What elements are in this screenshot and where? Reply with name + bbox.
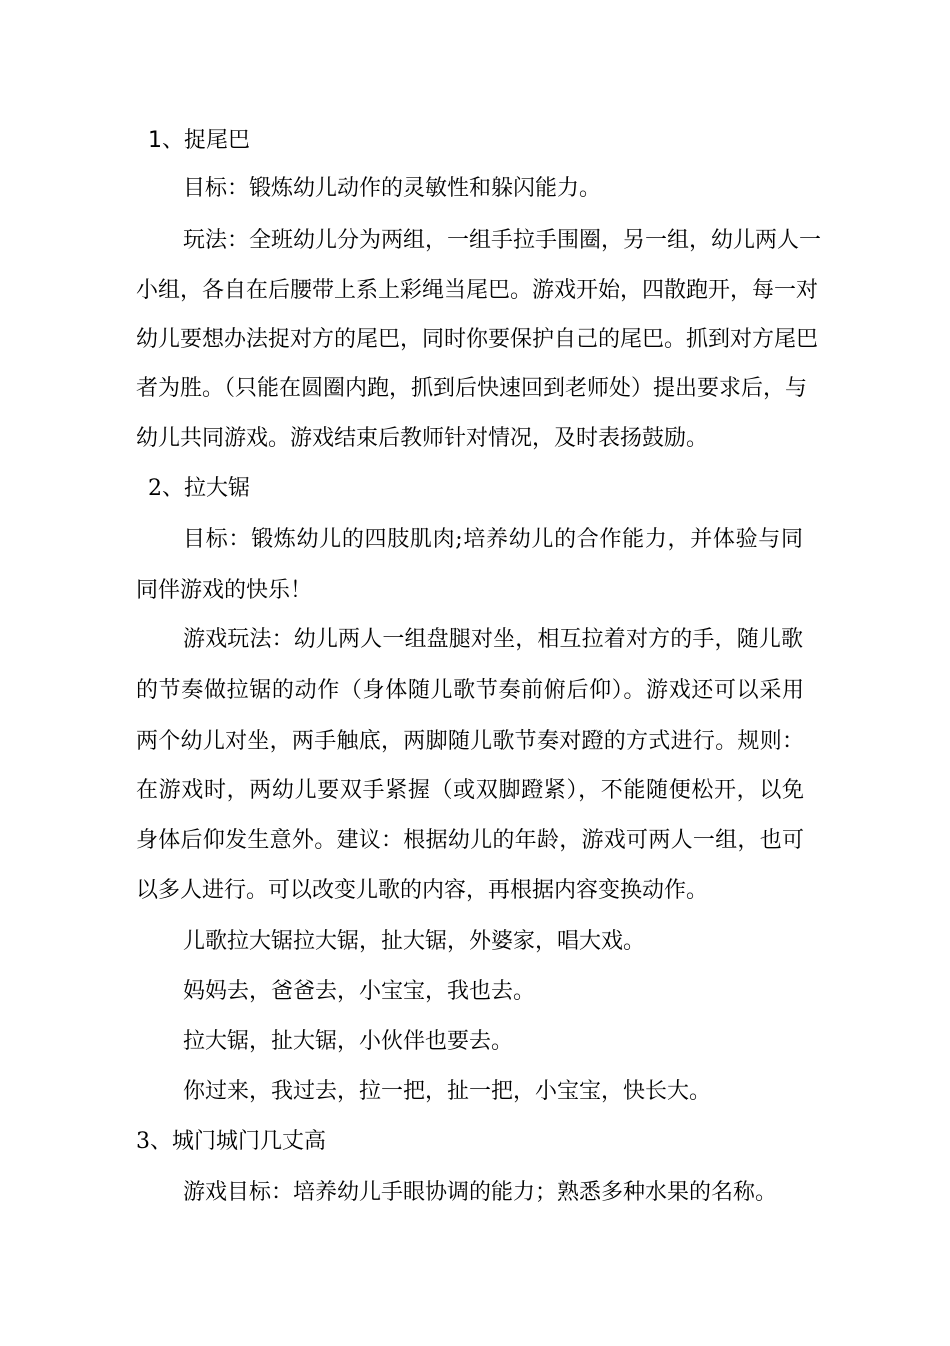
play-line: 游戏玩法：幼儿两人一组盘腿对坐，相互拉着对方的手，随儿歌: [183, 627, 803, 652]
goal-paragraph: 游戏目标：培养幼儿手眼协调的能力；熟悉多种水果的名称。: [183, 1180, 778, 1205]
goal-line: 目标：锻炼幼儿的四肢肌肉;培养幼儿的合作能力，并体验与同: [183, 527, 803, 552]
play-line: 在游戏时，两幼儿要双手紧握（或双脚蹬紧），不能随便松开，以免: [136, 778, 804, 803]
goal-line: 同伴游戏的快乐！: [136, 578, 313, 603]
play-line: 玩法：全班幼儿分为两组，一组手拉手围圈，另一组，幼儿两人一: [183, 228, 822, 253]
play-line: 小组，各自在后腰带上系上彩绳当尾巴。游戏开始，四散跑开，每一对: [136, 278, 819, 303]
play-line: 的节奏做拉锯的动作（身体随儿歌节奏前俯后仰）。游戏还可以采用: [136, 678, 804, 703]
rhyme-line: 你过来，我过去，拉一把，扯一把，小宝宝，快长大。: [183, 1079, 712, 1104]
rhyme-line: 妈妈去，爸爸去，小宝宝，我也去。: [183, 979, 536, 1004]
rhyme-line: 拉大锯，扯大锯，小伙伴也要去。: [183, 1029, 514, 1054]
play-line: 以多人进行。可以改变儿歌的内容，再根据内容变换动作。: [136, 878, 709, 903]
section-heading: 3、城门城门几丈高: [136, 1129, 326, 1154]
rhyme-line: 儿歌拉大锯拉大锯，扯大锯，外婆家，唱大戏。: [183, 929, 646, 954]
play-line: 幼儿共同游戏。游戏结束后教师针对情况，及时表扬鼓励。: [136, 426, 709, 451]
section-heading: 1、捉尾巴: [148, 128, 250, 153]
play-line: 身体后仰发生意外。建议：根据幼儿的年龄，游戏可两人一组，也可: [136, 828, 804, 853]
play-line: 幼儿要想办法捉对方的尾巴，同时你要保护自己的尾巴。抓到对方尾巴: [136, 327, 819, 352]
play-line: 两个幼儿对坐，两手触底，两脚随儿歌节奏对蹬的方式进行。规则：: [136, 729, 804, 754]
play-line: 者为胜。（只能在圆圈内跑，抓到后快速回到老师处）提出要求后，与: [136, 376, 808, 401]
goal-paragraph: 目标：锻炼幼儿动作的灵敏性和躲闪能力。: [183, 176, 602, 201]
section-heading: 2、拉大锯: [148, 476, 250, 501]
